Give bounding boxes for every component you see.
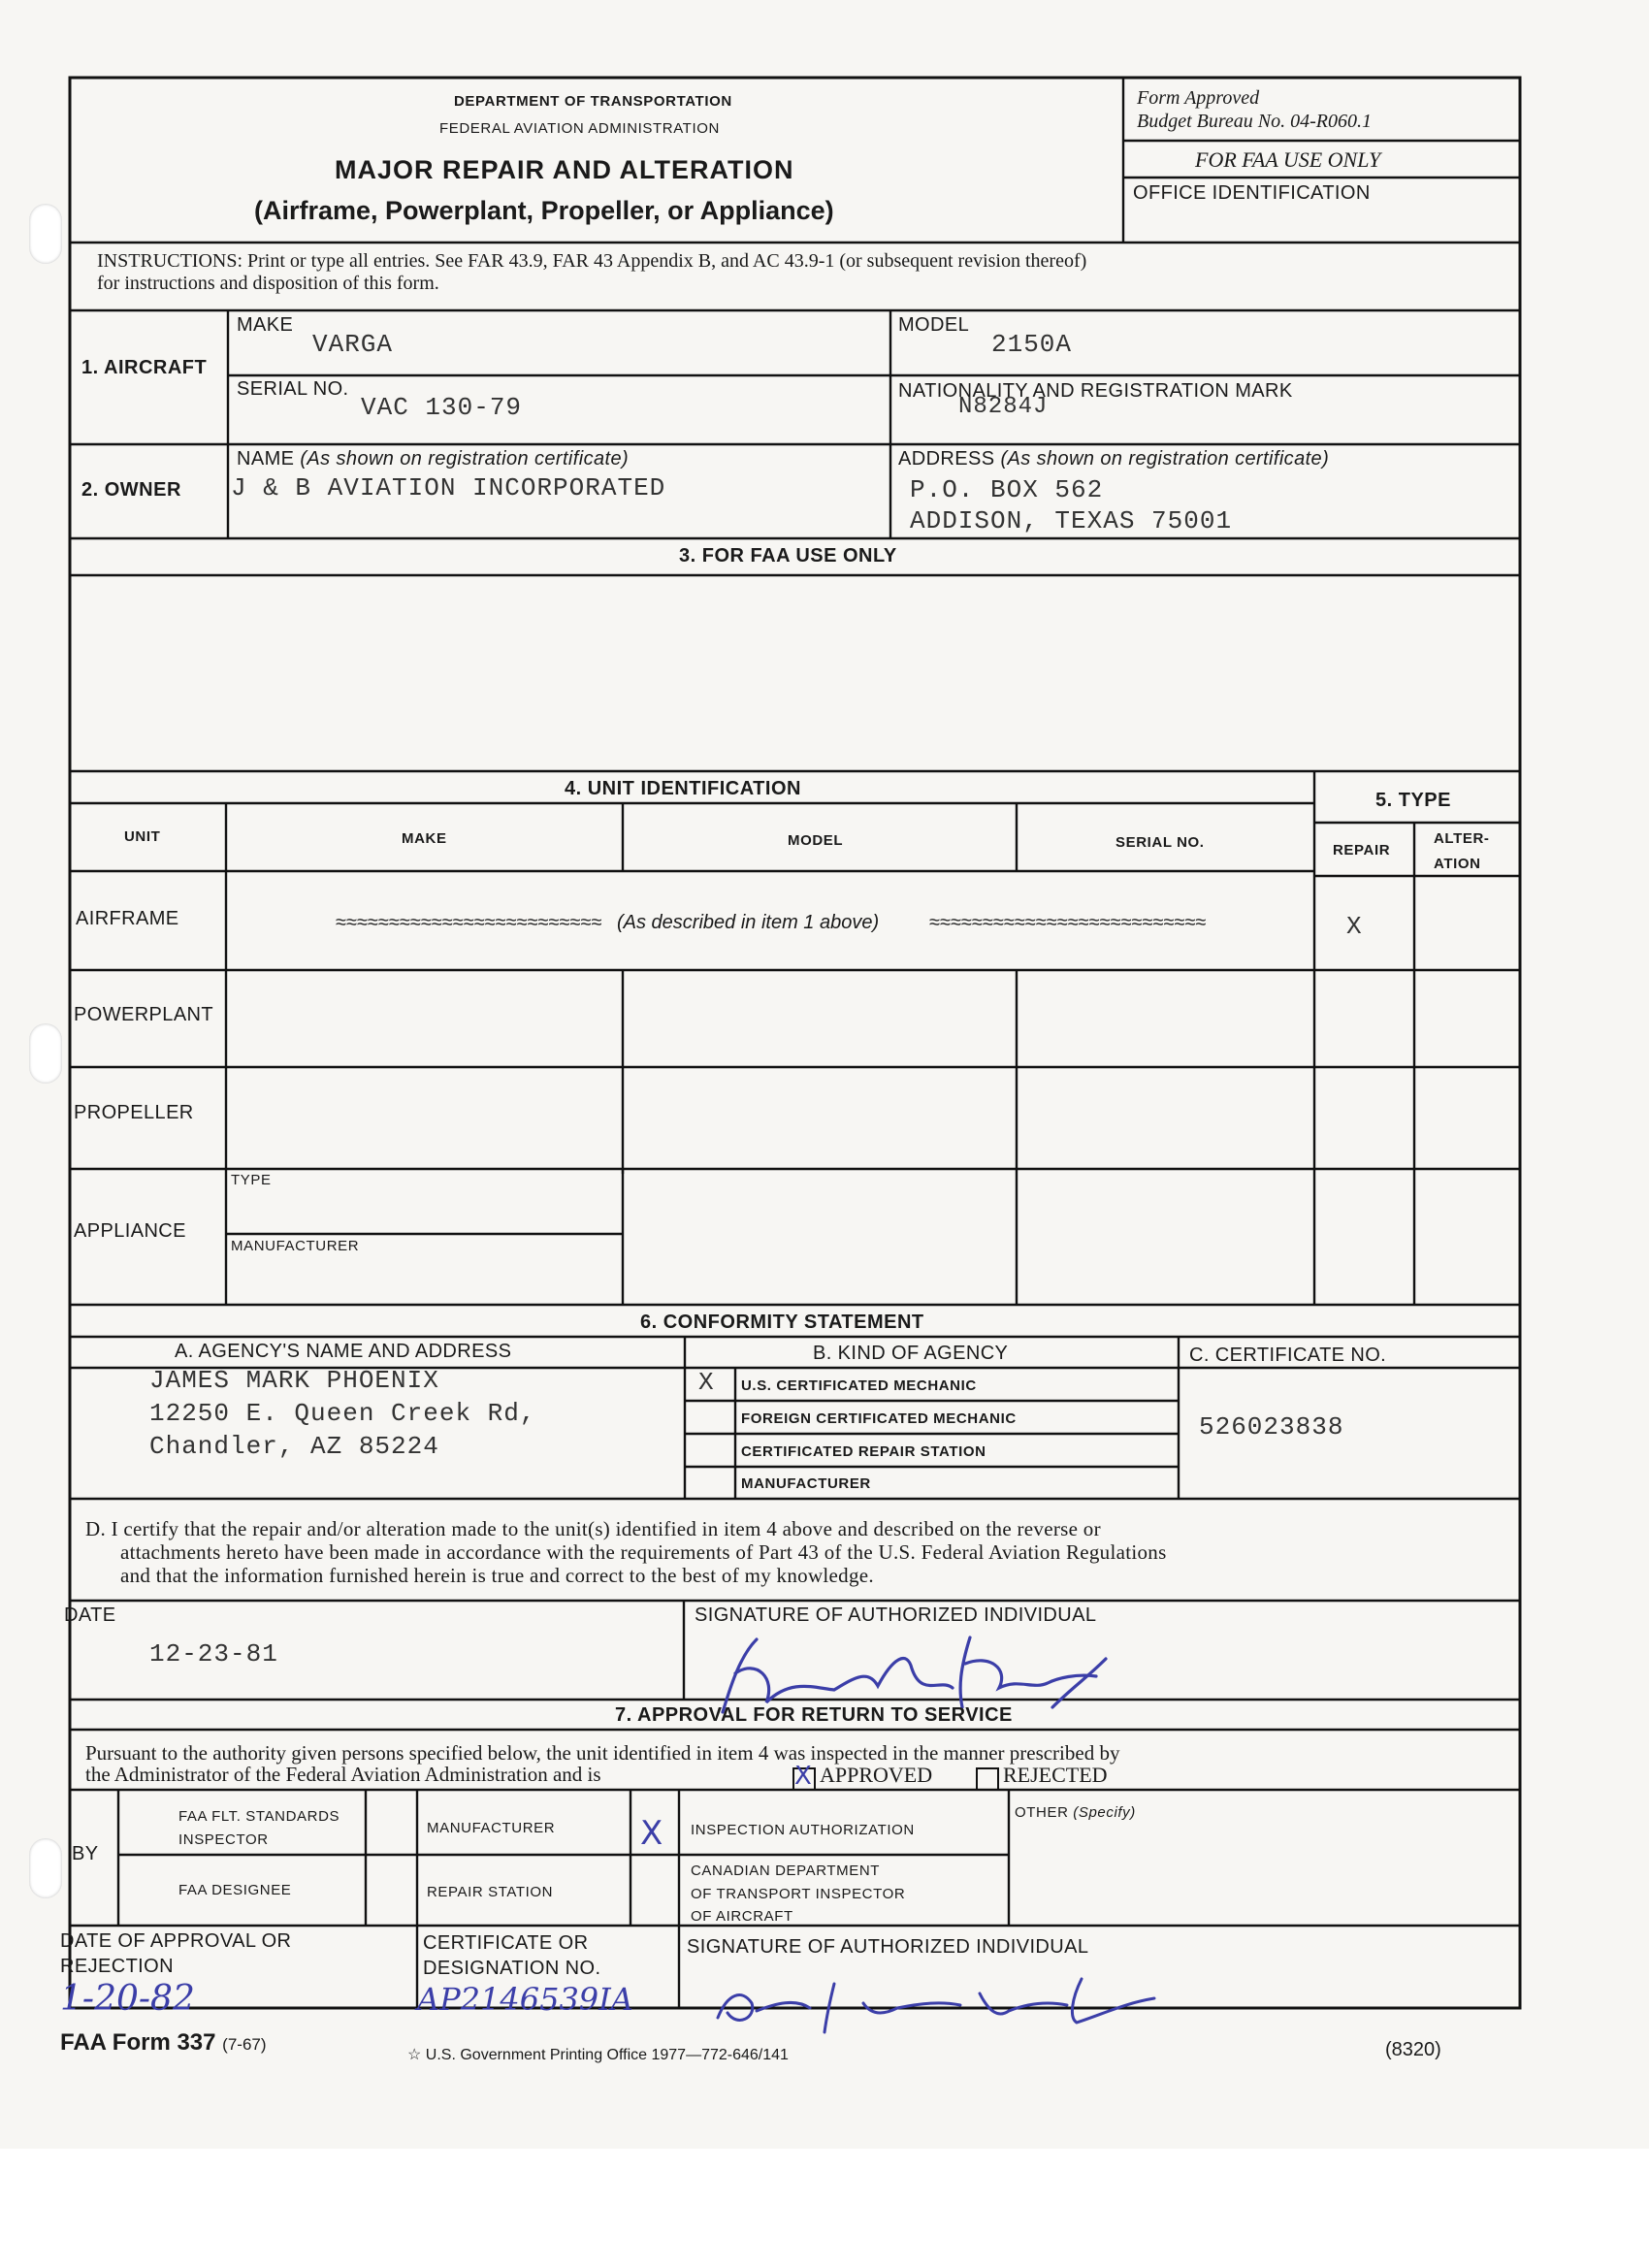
repair-mark: X: [1346, 912, 1363, 941]
flt-standards-line1: FAA FLT. STANDARDS: [178, 1808, 340, 1825]
conformity-date-value: 12-23-81: [149, 1639, 278, 1669]
col-unit: UNIT: [124, 828, 161, 845]
canadian-line2: OF TRANSPORT INSPECTOR: [691, 1886, 906, 1902]
type-alteration-2: ATION: [1434, 856, 1481, 872]
section-faa-use: 3. FOR FAA USE ONLY: [679, 545, 897, 567]
aircraft-model-value: 2150A: [991, 330, 1073, 359]
owner-name-label-text: NAME: [237, 448, 295, 470]
kind-mechanic-mark: X: [698, 1368, 715, 1397]
owner-address-label-text: ADDRESS: [898, 448, 995, 470]
instructions-line1: INSTRUCTIONS: Print or type all entries. See FAR 43.9, FAR 43 Appendix B, and AC 43.9-1 (or subsequent revision thereof): [97, 250, 1087, 272]
row-propeller: PROPELLER: [74, 1102, 194, 1123]
owner-address-note: (As shown on registration certificate): [1000, 448, 1330, 470]
other-specify: [1015, 1804, 1136, 1821]
rejected-checkbox: [976, 1767, 999, 1791]
approved-checkbox: [792, 1762, 816, 1791]
other-label: OTHER: [1015, 1804, 1069, 1821]
approval-manufacturer: MANUFACTURER: [427, 1820, 556, 1836]
agency-name-value: JAMES MARK PHOENIX: [149, 1366, 439, 1395]
agency-address-line2: Chandler, AZ 85224: [149, 1432, 439, 1461]
owner-name-note: (As shown on registration certificate): [300, 448, 630, 470]
printing-office: ☆ U.S. Government Printing Office 1977—772-646/141: [407, 2047, 789, 2063]
nationality-label: NATIONALITY AND REGISTRATION MARK: [898, 380, 1293, 402]
by-label: BY: [72, 1843, 99, 1864]
canadian-line3: OF AIRCRAFT: [691, 1908, 793, 1925]
serial-label: SERIAL NO.: [237, 378, 349, 400]
approval-repair-station: REPAIR STATION: [427, 1884, 554, 1900]
faa-designee: FAA DESIGNEE: [178, 1882, 292, 1898]
approval-cert-value: AP2146539IA: [417, 1981, 633, 2018]
owner-address-line2: ADDISON, TEXAS 75001: [910, 506, 1233, 535]
faa-use-only: FOR FAA USE ONLY: [1195, 147, 1381, 172]
owner-name-label: [237, 448, 629, 470]
section-type: 5. TYPE: [1375, 790, 1451, 811]
certification-line3: and that the information furnished herein is true and correct to the best of my knowledge.: [120, 1564, 874, 1587]
form-revision: (7-67): [222, 2035, 267, 2054]
col-model: MODEL: [788, 832, 844, 849]
aircraft-serial-value: VAC 130-79: [361, 393, 523, 422]
kind-us-mechanic: U.S. CERTIFICATED MECHANIC: [741, 1377, 977, 1394]
form-approved: Form Approved: [1137, 87, 1260, 109]
form-subtitle: (Airframe, Powerplant, Propeller, or Appliance): [254, 196, 834, 225]
flt-standards-line2: INSPECTOR: [178, 1831, 269, 1848]
type-alteration-1: ALTER-: [1434, 830, 1490, 847]
agency-title: FEDERAL AVIATION ADMINISTRATION: [439, 120, 720, 137]
section-conformity: 6. CONFORMITY STATEMENT: [640, 1312, 924, 1333]
certificate-no-header: C. CERTIFICATE NO.: [1189, 1345, 1387, 1366]
office-identification: OFFICE IDENTIFICATION: [1133, 182, 1371, 204]
airframe-note: (As described in item 1 above): [617, 912, 880, 933]
approval-cert-label-2: DESIGNATION NO.: [423, 1958, 601, 1979]
section-unit-identification: 4. UNIT IDENTIFICATION: [565, 778, 801, 799]
row-powerplant: POWERPLANT: [74, 1004, 214, 1025]
form-title: MAJOR REPAIR AND ALTERATION: [335, 155, 794, 184]
inspection-authorization-mark: X: [640, 1814, 663, 1853]
section-aircraft: 1. AIRCRAFT: [81, 357, 208, 378]
certification-line2: attachments hereto have been made in accordance with the requirements of Part 43 of the U.S. Federal Aviation Regulations: [120, 1540, 1167, 1564]
owner-address-label: [898, 448, 1329, 470]
appliance-type-label: TYPE: [231, 1172, 272, 1188]
approval-signature-label: SIGNATURE OF AUTHORIZED INDIVIDUAL: [687, 1936, 1089, 1958]
type-repair: REPAIR: [1333, 842, 1391, 859]
form-code: (8320): [1385, 2039, 1441, 2060]
form-number-text: FAA Form 337: [60, 2029, 216, 2056]
kind-of-agency-header: B. KIND OF AGENCY: [813, 1343, 1009, 1364]
approved-check-mark: X: [794, 1762, 812, 1791]
other-note: (Specify): [1073, 1804, 1136, 1821]
inspection-authorization: INSPECTION AUTHORIZATION: [691, 1822, 915, 1838]
approval-date-label-2: REJECTION: [60, 1956, 174, 1977]
registration-value: N8284J: [958, 394, 1049, 420]
approved-label: APPROVED: [820, 1763, 933, 1787]
approval-date-value: 1-20-82: [60, 1979, 195, 2019]
approval-text-line2: the Administrator of the Federal Aviation Administration and is: [85, 1763, 601, 1786]
conformity-signature-label: SIGNATURE OF AUTHORIZED INDIVIDUAL: [695, 1604, 1097, 1626]
kind-manufacturer: MANUFACTURER: [741, 1475, 871, 1492]
make-label: MAKE: [237, 314, 294, 336]
section-owner: 2. OWNER: [81, 479, 181, 501]
airframe-wavy-left: ≈≈≈≈≈≈≈≈≈≈≈≈≈≈≈≈≈≈≈≈≈≈≈≈≈: [336, 912, 602, 933]
certificate-no-value: 526023838: [1199, 1412, 1344, 1442]
row-appliance: APPLIANCE: [74, 1220, 186, 1242]
certification-line1: D. I certify that the repair and/or alteration made to the unit(s) identified in item 4 above and described on the reverse or: [85, 1517, 1101, 1540]
model-label: MODEL: [898, 314, 970, 336]
rejected-label: REJECTED: [1003, 1763, 1108, 1787]
airframe-wavy-right: ≈≈≈≈≈≈≈≈≈≈≈≈≈≈≈≈≈≈≈≈≈≈≈≈≈≈: [929, 912, 1207, 933]
kind-foreign-mechanic: FOREIGN CERTIFICATED MECHANIC: [741, 1410, 1017, 1427]
appliance-manufacturer-label: MANUFACTURER: [231, 1238, 360, 1254]
kind-repair-station: CERTIFICATED REPAIR STATION: [741, 1443, 986, 1460]
aircraft-make-value: VARGA: [312, 330, 394, 359]
budget-number: Budget Bureau No. 04-R060.1: [1137, 111, 1373, 132]
col-make: MAKE: [402, 830, 447, 847]
owner-name-value: J & B AVIATION INCORPORATED: [231, 473, 666, 502]
section-approval: 7. APPROVAL FOR RETURN TO SERVICE: [615, 1704, 1013, 1726]
row-airframe: AIRFRAME: [76, 908, 179, 929]
agency-name-header: A. AGENCY'S NAME AND ADDRESS: [175, 1341, 512, 1362]
approval-date-label-1: DATE OF APPROVAL OR: [60, 1930, 292, 1952]
col-serial: SERIAL NO.: [1116, 834, 1205, 851]
approval-cert-label-1: CERTIFICATE OR: [423, 1932, 589, 1954]
owner-address-line1: P.O. BOX 562: [910, 475, 1104, 504]
form-number: [60, 2029, 267, 2057]
agency-address-line1: 12250 E. Queen Creek Rd,: [149, 1399, 536, 1428]
instructions-line2: for instructions and disposition of this form.: [97, 273, 439, 294]
dept-title: DEPARTMENT OF TRANSPORTATION: [454, 93, 732, 110]
canadian-line1: CANADIAN DEPARTMENT: [691, 1863, 881, 1879]
approval-text-line1: Pursuant to the authority given persons specified below, the unit identified in item 4 was inspected in the manner prescribed by: [85, 1741, 1120, 1765]
conformity-date-label: DATE: [64, 1604, 116, 1626]
approval-signature: [698, 1964, 1183, 2042]
